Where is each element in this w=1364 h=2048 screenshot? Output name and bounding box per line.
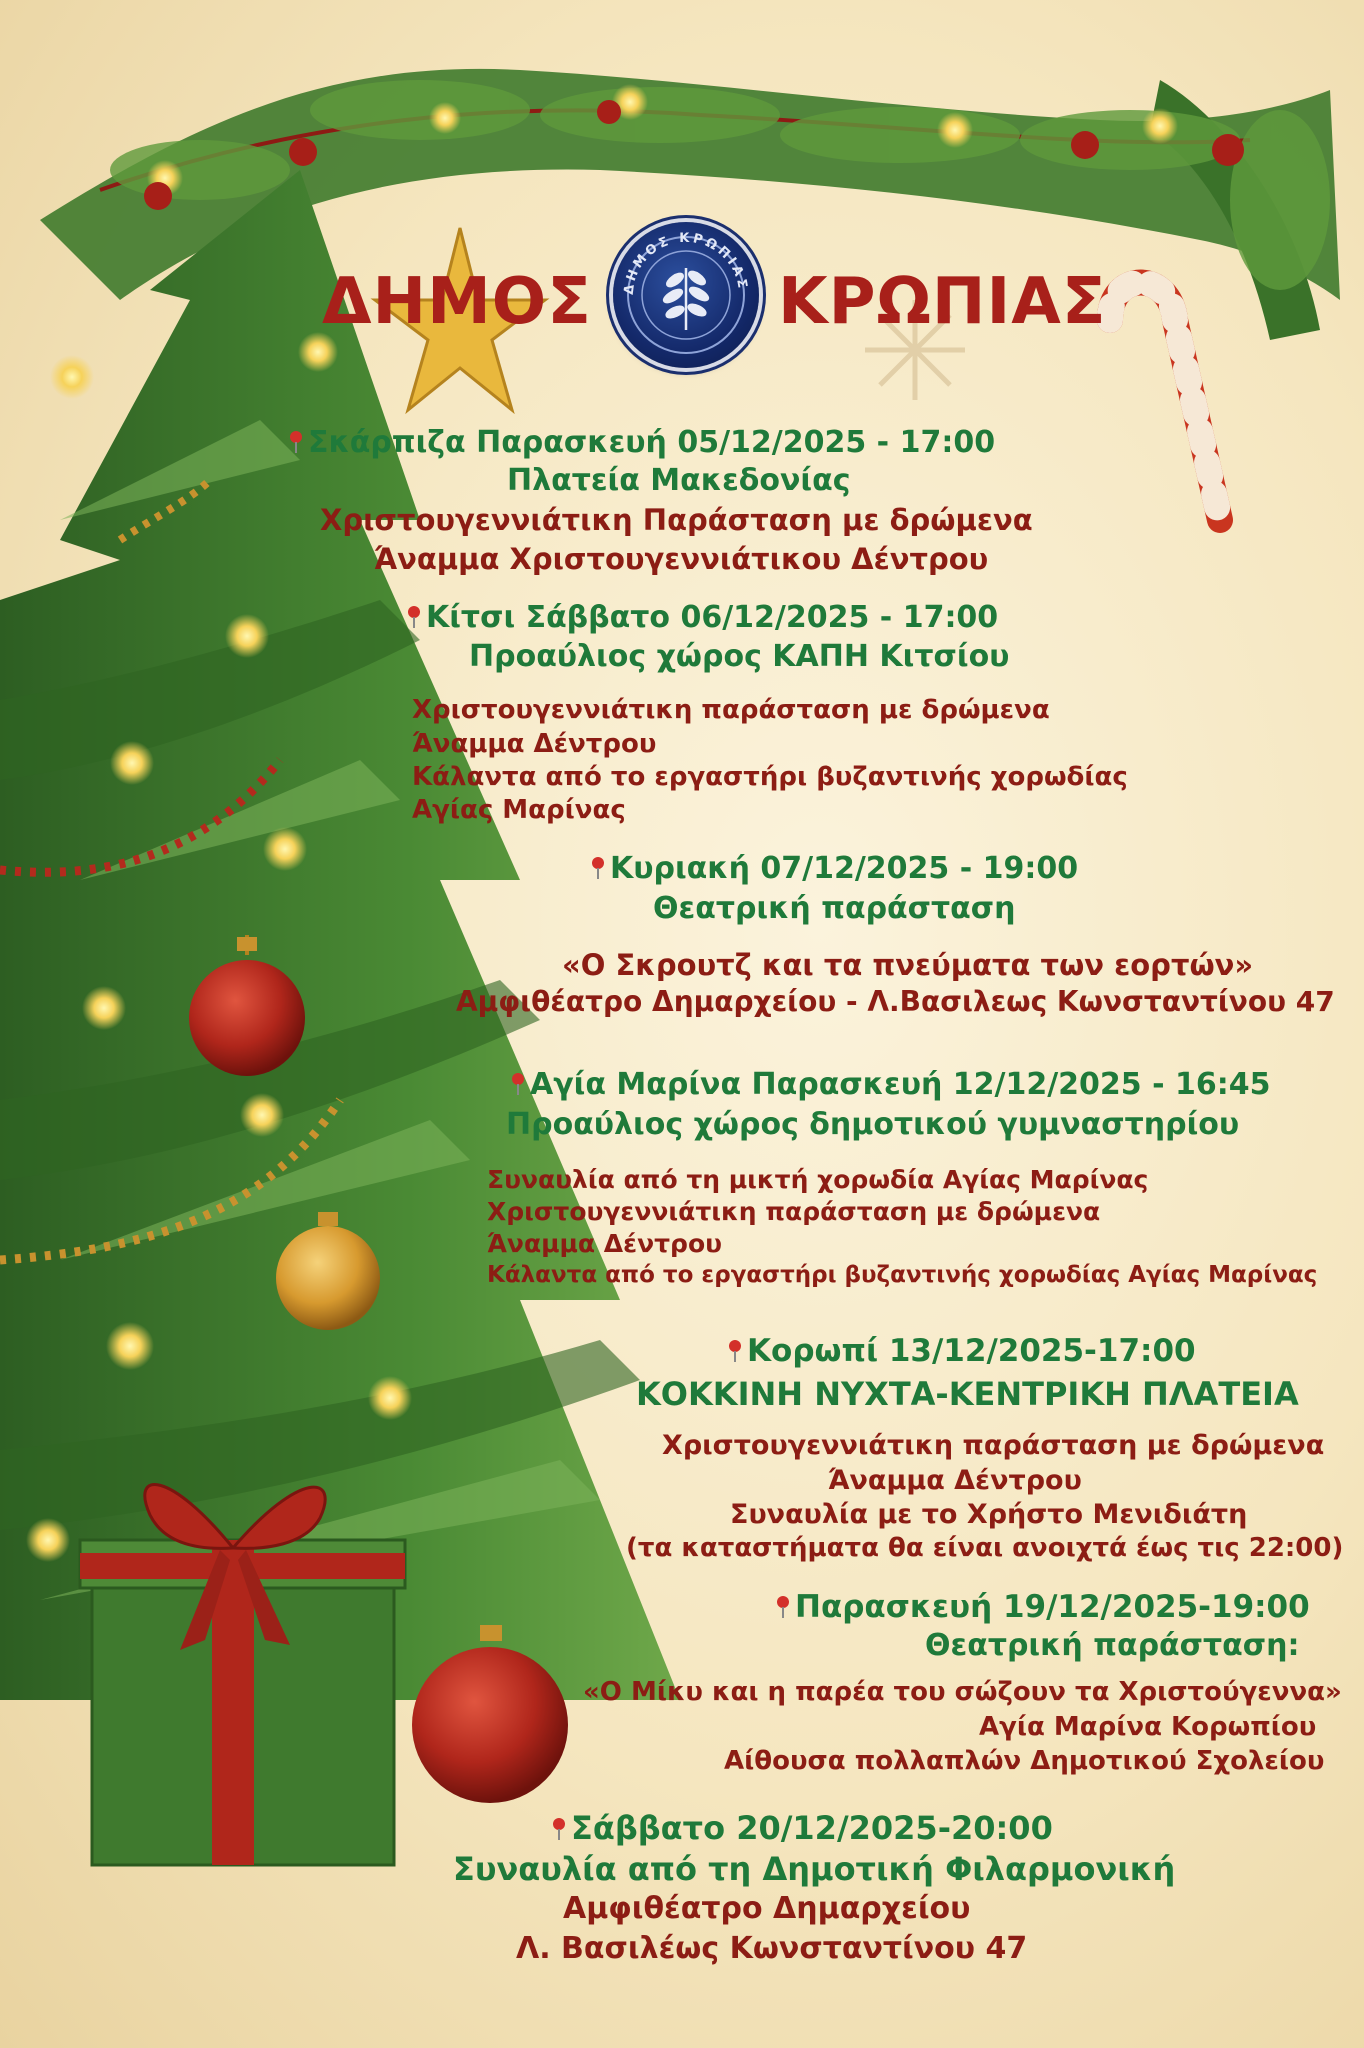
event-5-datetime: Κορωπί 13/12/2025-17:00 [727,1336,1196,1367]
event-7-address: Λ. Βασιλέως Κωνσταντίνου 47 [516,1931,1028,1966]
event-6-title: Θεατρική παράσταση: [925,1628,1300,1663]
event-1-detail: Χριστουγεννιάτικη Παράσταση με δρώμενα [320,503,1033,537]
event-2-detail: Κάλαντα από το εργαστήρι βυζαντινής χορωδίας [412,762,1128,792]
event-7-venue: Αμφιθέατρο Δημαρχείου [563,1891,971,1926]
header-right-word: ΚΡΩΠΙΑΣ [778,265,1107,339]
event-2-detail: Αγίας Μαρίνας [412,795,626,825]
event-5-detail: Άναμμα Δέντρου [828,1465,1082,1496]
event-1-datetime: Σκάρπιζα Παρασκευή 05/12/2025 - 17:00 [288,428,995,458]
event-3-title: Θεατρική παράσταση [653,891,1016,926]
event-7-title: Συναυλία από τη Δημοτική Φιλαρμονική [453,1850,1176,1888]
event-6-venue: Αίθουσα πολλαπλών Δημοτικού Σχολείου [724,1746,1325,1776]
event-3-detail: «Ο Σκρουτζ και τα πνεύματα των εορτών» [562,948,1254,982]
event-4-detail: Άναμμα Δέντρου [487,1229,723,1258]
map-pin-icon [510,1072,526,1096]
event-4-detail: Συναυλία από τη μικτή χορωδία Αγίας Μαρίνας [487,1165,1149,1194]
event-6-datetime: Παρασκευή 19/12/2025-19:00 [775,1592,1310,1623]
event-4-detail: Κάλαντα από το εργαστήρι βυζαντινής χορωδίας Αγίας Μαρίνας [487,1262,1318,1288]
event-4-detail: Χριστουγεννιάτικη παράσταση με δρώμενα [487,1197,1101,1226]
event-2-venue: Προαύλιος χώρος ΚΑΠΗ Κιτσίου [469,639,1010,674]
seal-ring-text: ΔΗΜΟΣ ΚΡΩΠΙΑΣ [621,230,751,296]
municipality-seal [613,222,759,368]
event-6-venue: Αγία Μαρίνα Κορωπίου [979,1712,1317,1742]
event-3-datetime: Κυριακή 07/12/2025 - 19:00 [590,854,1078,884]
map-pin-icon [590,856,606,880]
event-5-detail: Χριστουγεννιάτικη παράσταση με δρώμενα [662,1430,1325,1461]
map-pin-icon [288,430,304,454]
map-pin-icon [727,1339,743,1363]
event-5-venue: ΚΟΚΚΙΝΗ ΝΥΧΤΑ-ΚΕΝΤΡΙΚΗ ΠΛΑΤΕΙΑ [636,1375,1299,1413]
event-4-venue: Προαύλιος χώρος δημοτικού γυμναστηρίου [506,1107,1240,1142]
event-2-datetime: Κίτσι Σάββατο 06/12/2025 - 17:00 [406,603,998,633]
event-4-datetime: Αγία Μαρίνα Παρασκευή 12/12/2025 - 16:45 [510,1070,1271,1100]
event-5-note: (τα καταστήματα θα είναι ανοιχτά έως τις 22:00) [626,1533,1344,1563]
map-pin-icon [406,605,422,629]
event-5-detail: Συναυλία με το Χρήστο Μενιδιάτη [730,1499,1248,1530]
map-pin-icon [551,1817,567,1841]
event-7-datetime: Σάββατο 20/12/2025-20:00 [551,1812,1053,1844]
header-left-word: ΔΗΜΟΣ [322,265,592,339]
event-2-detail: Άναμμα Δέντρου [412,729,657,759]
event-1-venue: Πλατεία Μακεδονίας [507,463,851,498]
event-6-detail: «Ο Μίκυ και η παρέα του σώζουν τα Χριστούγεννα» [583,1677,1342,1707]
map-pin-icon [775,1595,791,1619]
event-2-detail: Χριστουγεννιάτικη παράσταση με δρώμενα [412,695,1050,725]
olive-branch-emblem [613,222,759,368]
event-1-detail: Άναμμα Χριστουγεννιάτικου Δέντρου [374,542,989,576]
event-3-venue: Αμφιθέατρο Δημαρχείου - Λ.Βασιλεως Κωνσταντίνου 47 [456,985,1335,1018]
